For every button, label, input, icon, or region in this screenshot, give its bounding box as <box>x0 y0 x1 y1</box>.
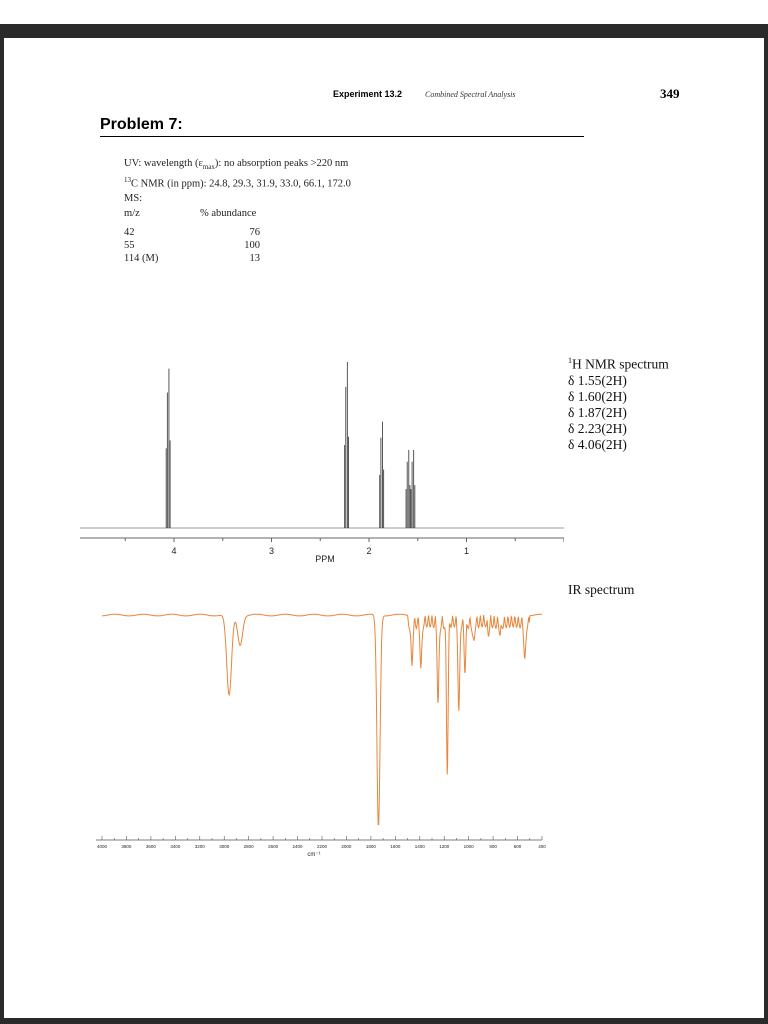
ir-tick-label: 3200 <box>194 844 205 849</box>
ir-x-label: cm⁻¹ <box>307 852 321 858</box>
header-experiment: Experiment 13.2 <box>333 89 403 99</box>
ir-tick-label: 3400 <box>170 844 181 849</box>
hnmr-peak-label: δ 2.23(2H) <box>568 420 627 436</box>
top-bar <box>0 0 768 24</box>
ir-tick-label: 2000 <box>341 844 352 849</box>
hnmr-peak <box>411 450 415 528</box>
ir-tick-label: 1200 <box>439 844 450 849</box>
ir-spectrum <box>94 604 554 866</box>
ir-tick-label: 2200 <box>316 844 328 849</box>
c13-line: $^{13}$C NMR (in ppm): 24.8, 29.3, 31.9, 33.0, 66.1, 172.0 <box>124 176 351 190</box>
hnmr-tick-label: 4 <box>171 546 177 556</box>
page-number: 349 <box>660 86 680 101</box>
hnmr-peak-label: δ 1.60(2H) <box>568 388 627 404</box>
ms-row-abundance: 100 <box>244 240 260 251</box>
ir-tick-label: 2800 <box>243 844 254 849</box>
hnmr-peak-label: δ 1.87(2H) <box>568 404 627 420</box>
ms-col-abundance: % abundance <box>200 208 257 219</box>
ir-tick-label: 2400 <box>292 844 303 849</box>
ms-label: MS: <box>124 193 143 204</box>
hnmr-spectrum <box>80 356 564 568</box>
hnmr-peak <box>380 422 384 528</box>
ir-tick-label: 800 <box>489 844 497 849</box>
title-rule <box>100 136 584 137</box>
ir-tick-label: 2600 <box>268 844 279 849</box>
hnmr-peak-list <box>568 353 669 453</box>
ir-tick-label: 1400 <box>414 844 425 849</box>
ms-col-mz: m/z <box>124 208 140 219</box>
problem-title: Problem 7: <box>100 116 183 133</box>
hnmr-peak-label: δ 1.55(2H) <box>568 372 627 388</box>
hnmr-tick-label: 2 <box>366 546 372 556</box>
ir-tick-label: 3600 <box>145 844 156 849</box>
textbook-page <box>4 38 764 1018</box>
ir-tick-label: 1800 <box>365 844 376 849</box>
header-subtitle: Combined Spectral Analysis <box>425 90 516 99</box>
ms-row-abundance: 13 <box>249 253 260 264</box>
ms-row-mz: 42 <box>124 227 135 238</box>
ms-row-mz: 114 (M) <box>124 253 159 264</box>
ir-tick-label: 3000 <box>219 844 230 849</box>
ms-row-abundance: 76 <box>249 227 260 238</box>
uv-line: UV: wavelength $(\varepsilon_{max})$: no absorption peaks >220 nm <box>124 158 349 172</box>
hnmr-peak <box>166 369 170 528</box>
hnmr-tick-label: 3 <box>268 546 275 556</box>
ir-tick-label: 600 <box>513 844 522 849</box>
ir-tick-label: 400 <box>538 844 546 849</box>
ms-row-mz: 55 <box>124 240 135 251</box>
ir-tick-label: 1600 <box>390 844 401 849</box>
ir-tick-label: 1000 <box>463 844 474 849</box>
hnmr-peak <box>406 450 410 528</box>
hnmr-x-label: PPM <box>315 554 335 564</box>
hnmr-peak <box>345 362 349 528</box>
hnmr-tick-label: 1 <box>463 546 470 556</box>
ir-title: IR spectrum <box>568 582 635 597</box>
ir-trace <box>102 614 542 824</box>
hnmr-peak-label: δ 4.06(2H) <box>568 436 627 452</box>
hnmr-title: $^1$H NMR spectrum <box>568 356 669 372</box>
ir-tick-label: 4000 <box>96 844 108 849</box>
ir-tick-label: 3800 <box>121 844 132 849</box>
